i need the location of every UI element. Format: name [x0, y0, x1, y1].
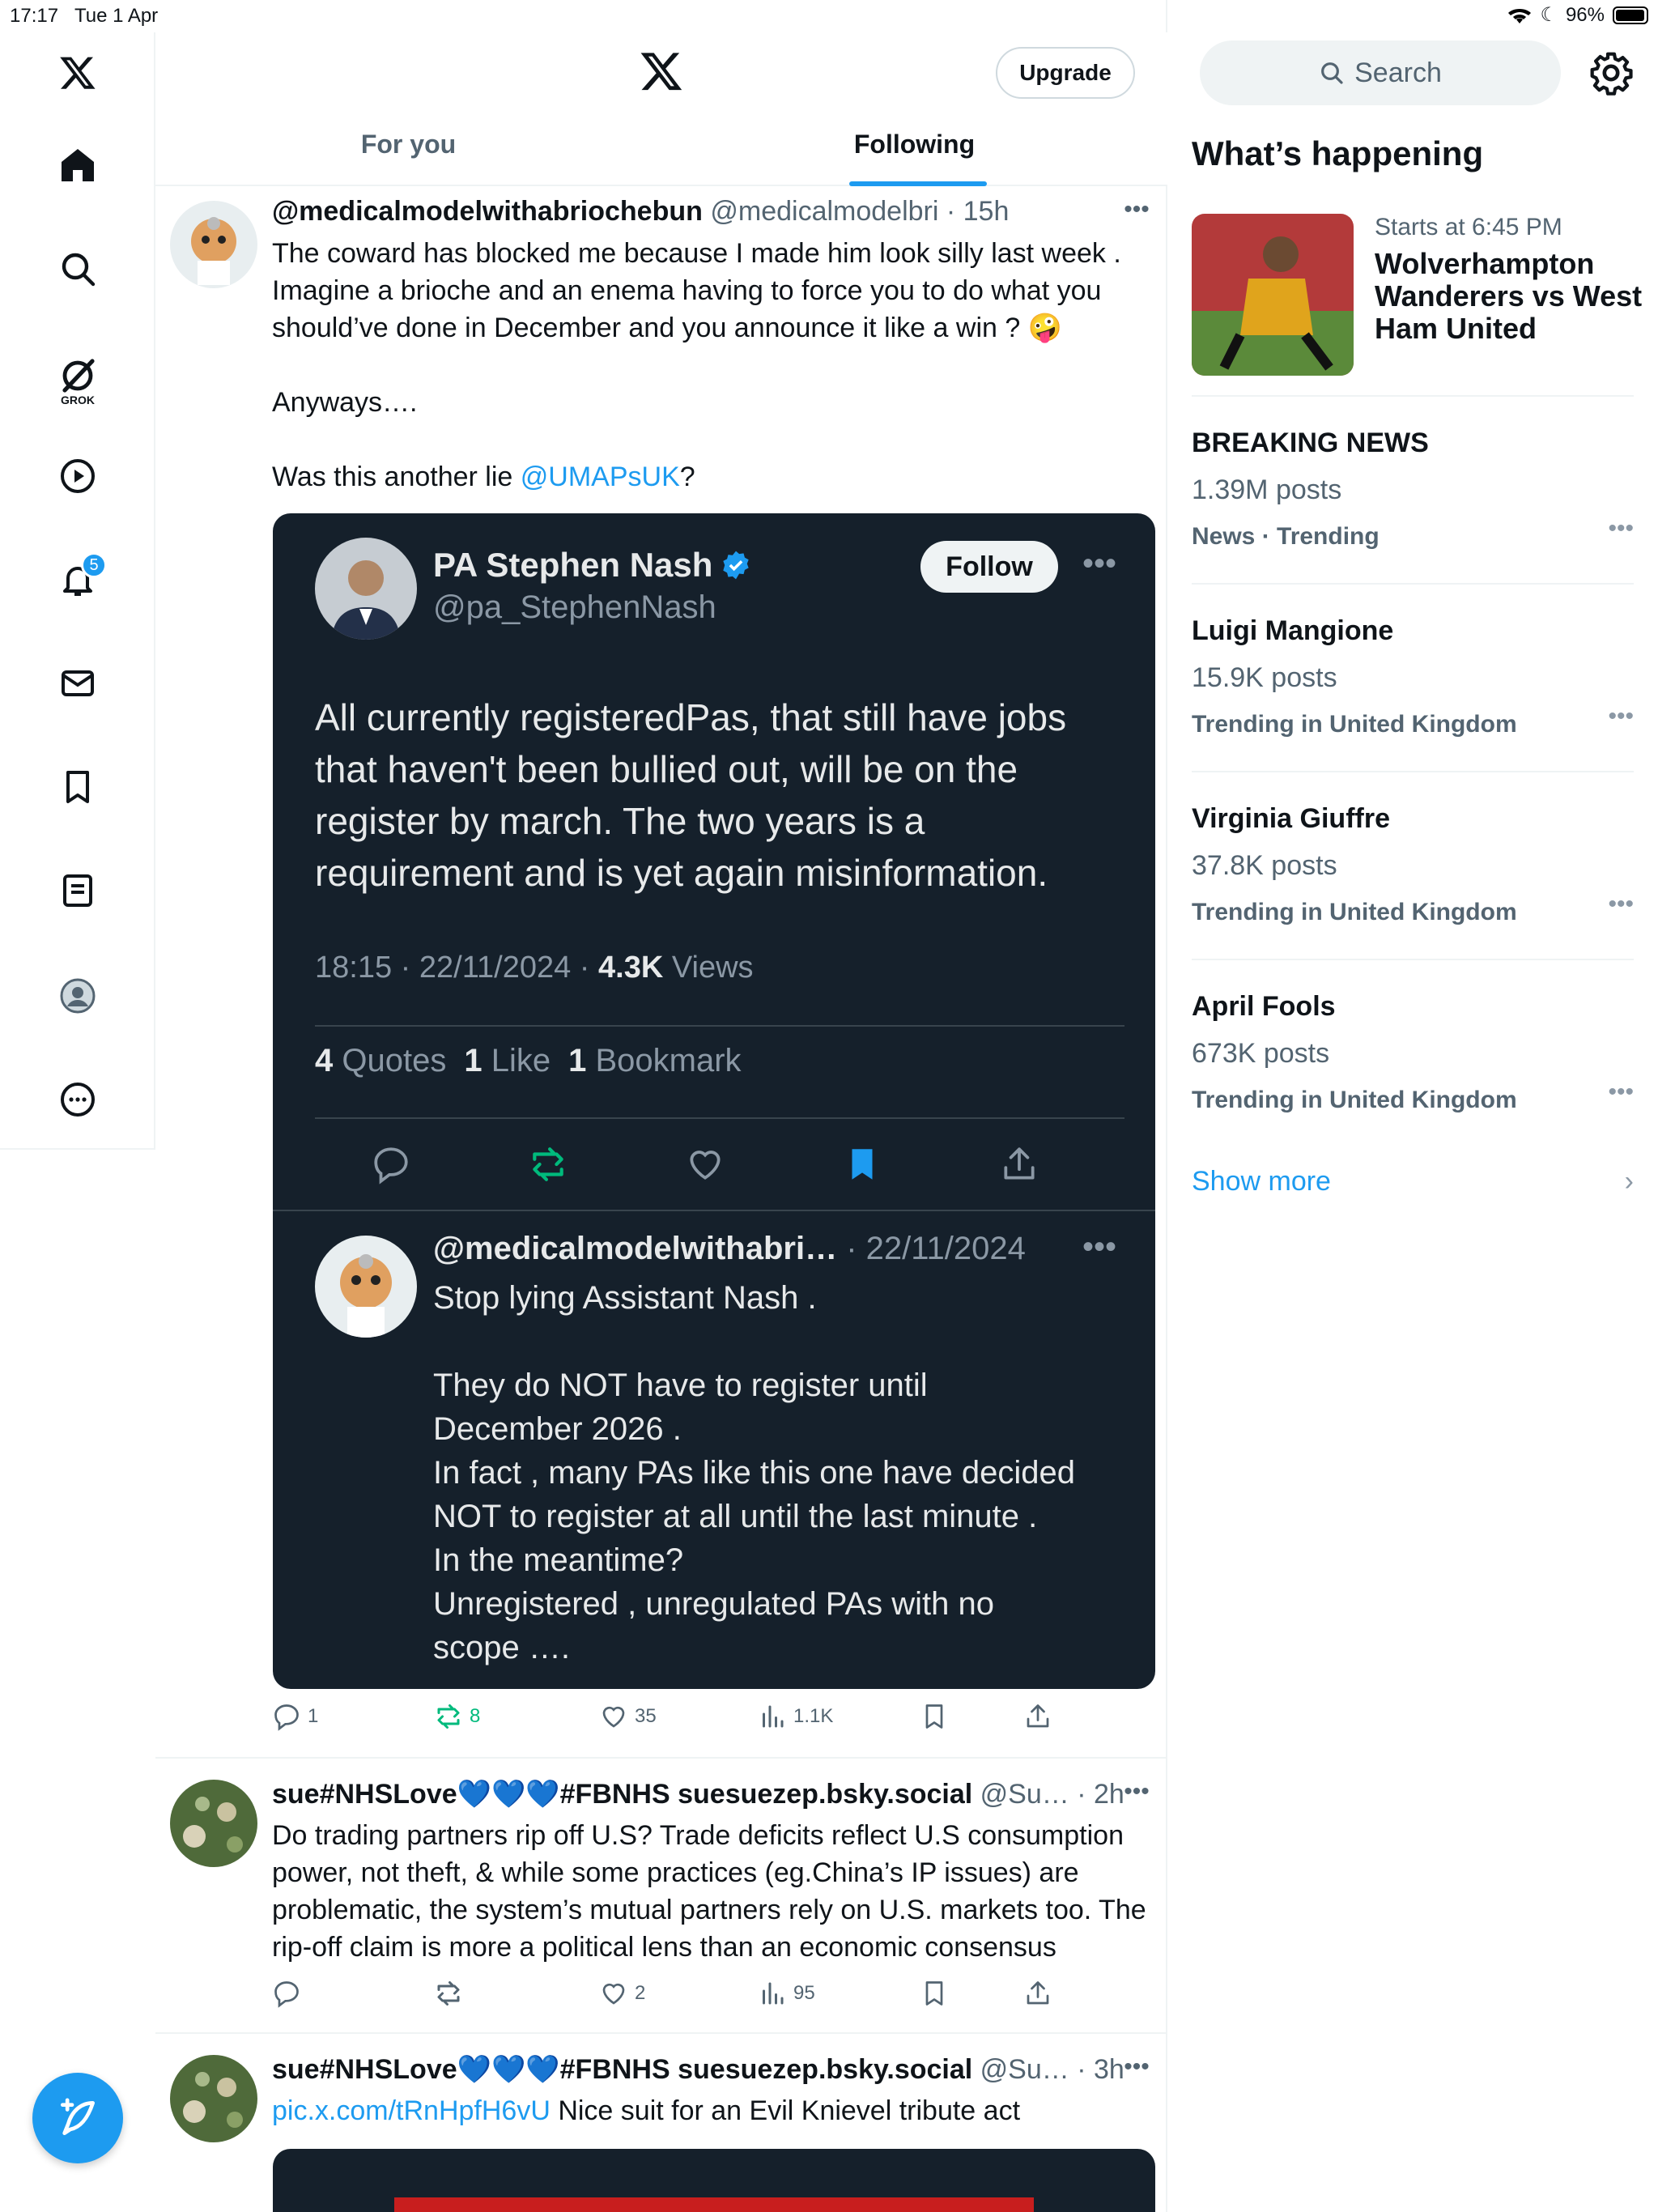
- trend-post-count: 673K posts: [1192, 1038, 1330, 1069]
- lists-icon[interactable]: [45, 858, 110, 923]
- settings-gear-icon[interactable]: [1588, 50, 1634, 96]
- share-icon: [1023, 1702, 1052, 1731]
- avatar[interactable]: [170, 1780, 257, 1867]
- like-count: 35: [635, 1705, 657, 1727]
- share-icon: [995, 1140, 1044, 1189]
- tab-label: Following: [853, 130, 976, 159]
- tab-for-you[interactable]: [155, 130, 661, 186]
- views-button[interactable]: [758, 1979, 815, 2008]
- post-header: [272, 2053, 1124, 2086]
- reply-button[interactable]: [272, 1979, 301, 2008]
- event-image: [1192, 214, 1354, 376]
- trend-name: April Fools: [1192, 991, 1336, 1022]
- reply-icon: [272, 1979, 301, 2008]
- x-logo-icon[interactable]: [45, 40, 110, 105]
- timeline-post[interactable]: [155, 1759, 1167, 2034]
- post-more-icon[interactable]: •••: [1124, 196, 1150, 223]
- embed-follow-button: Follow: [920, 541, 1058, 593]
- trend-category: Trending in United Kingdom: [1192, 899, 1517, 925]
- embed-reply-author: @medicalmodelwithabri…: [433, 1231, 838, 1266]
- trend-more-icon[interactable]: •••: [1608, 515, 1634, 542]
- divider: [315, 1117, 1124, 1119]
- trend-name: BREAKING NEWS: [1192, 428, 1429, 458]
- embed-views-count: 4.3K: [598, 951, 664, 985]
- trend-post-count: 37.8K posts: [1192, 850, 1337, 881]
- bookmark-button[interactable]: [920, 1979, 949, 2008]
- bookmarks-label: Bookmark: [595, 1043, 742, 1078]
- views-button[interactable]: [758, 1702, 833, 1731]
- embed-reply-header: [433, 1231, 1026, 1267]
- post-body-end: ?: [679, 462, 695, 492]
- author-name[interactable]: sue#NHSLove💙💙💙#FBNHS suesuezep.bsky.social: [272, 1779, 973, 1810]
- post-body: Nice suit for an Evil Knievel tribute act: [550, 2095, 1021, 2126]
- author-name[interactable]: @medicalmodelwithabriochebun: [272, 196, 703, 227]
- tab-label: For you: [360, 130, 457, 159]
- trend-item[interactable]: [1192, 395, 1634, 581]
- like-heart-icon: [681, 1140, 729, 1189]
- embed-bookmarks: [568, 1043, 741, 1079]
- post-header: [272, 196, 1009, 228]
- reply-button[interactable]: [272, 1702, 318, 1731]
- post-body: The coward has blocked me because I made him look silly last week . Imagine a brioche and an enema having to force you to do what you should’ve done in December and you announce it like a win ? 🤪 Anyways…. Was this another lie: [272, 238, 1121, 492]
- like-heart-icon: [599, 1979, 628, 2008]
- left-navigation: [0, 32, 155, 1150]
- grok-icon[interactable]: [45, 337, 110, 426]
- likes-count: 1: [464, 1043, 483, 1078]
- views-count: 95: [793, 1982, 815, 2004]
- compose-feather-icon: [55, 2095, 100, 2141]
- author-handle-time: @Su… · 2h: [972, 1779, 1124, 1810]
- reply-count: 1: [308, 1705, 319, 1727]
- repost-button[interactable]: [434, 1979, 463, 2008]
- embed-views-label: Views: [663, 951, 754, 985]
- moon-icon: ☾: [1540, 4, 1558, 26]
- trend-item[interactable]: [1192, 771, 1634, 957]
- grok-label: GROK: [61, 393, 95, 406]
- trend-category: Trending in United Kingdom: [1192, 1087, 1517, 1113]
- embed-author-handle: @pa_StephenNash: [433, 589, 716, 625]
- bookmark-icon: [920, 1702, 949, 1731]
- avatar[interactable]: [170, 2055, 257, 2142]
- post-link[interactable]: pic.x.com/tRnHpfH6vU: [272, 2095, 551, 2126]
- timeline-post[interactable]: [155, 186, 1167, 1759]
- like-button[interactable]: [599, 1702, 657, 1731]
- embed-author-label: PA Stephen Nash: [433, 546, 713, 584]
- post-more-icon[interactable]: •••: [1124, 1778, 1150, 1805]
- embed-likes: [464, 1043, 551, 1079]
- author-handle-time: @Su… · 3h: [972, 2054, 1124, 2085]
- quotes-count: 4: [315, 1043, 334, 1078]
- views-chart-icon: [758, 1979, 787, 2008]
- whats-happening-title: What’s happening: [1192, 134, 1484, 172]
- trend-name: Luigi Mangione: [1192, 615, 1394, 646]
- bookmark-button[interactable]: [920, 1702, 949, 1731]
- embed-author-name: [433, 546, 751, 585]
- post-action-row: [272, 1979, 1163, 2019]
- status-date: Tue 1 Apr: [74, 5, 159, 27]
- post-header: [272, 1778, 1124, 1810]
- battery-percent: 96%: [1565, 3, 1605, 26]
- embed-reply-more-icon: •••: [1082, 1229, 1117, 1265]
- home-icon[interactable]: [45, 133, 110, 198]
- search-placeholder: Search: [1354, 57, 1442, 88]
- avatar[interactable]: [170, 201, 257, 288]
- post-text: [272, 2092, 1154, 2129]
- author-handle-time: @medicalmodelbri · 15h: [710, 196, 1010, 227]
- show-more-label: Show more: [1192, 1166, 1331, 1197]
- trend-post-count: 15.9K posts: [1192, 662, 1337, 693]
- author-name[interactable]: sue#NHSLove💙💙💙#FBNHS suesuezep.bsky.social: [272, 2054, 973, 2085]
- tab-following[interactable]: [661, 130, 1167, 186]
- repost-button[interactable]: [434, 1702, 480, 1731]
- verified-badge-icon: [721, 550, 751, 581]
- embed-reply-avatar: [315, 1236, 417, 1338]
- event-card[interactable]: [1192, 214, 1643, 376]
- trend-post-count: 1.39M posts: [1192, 474, 1342, 505]
- repost-count: 8: [470, 1705, 481, 1727]
- embed-stats: [315, 1043, 742, 1079]
- embed-avatar: [315, 538, 417, 640]
- chevron-right-icon: ›: [1624, 1166, 1634, 1197]
- embedded-image[interactable]: [273, 513, 1155, 1689]
- bookmarks-count: 1: [568, 1043, 587, 1078]
- trend-more-icon[interactable]: •••: [1608, 891, 1634, 917]
- media-red-banner: [394, 2197, 1034, 2212]
- bookmark-filled-icon: [838, 1140, 886, 1189]
- video-play-icon[interactable]: [45, 444, 110, 508]
- trend-name: Virginia Giuffre: [1192, 803, 1390, 834]
- timeline-header: [155, 32, 1167, 186]
- like-button[interactable]: [599, 1979, 645, 2008]
- trend-item[interactable]: [1192, 959, 1634, 1145]
- messages-envelope-icon[interactable]: [45, 651, 110, 716]
- embed-text: All currently registeredPas, that still have jobs that haven't been bullied out, will be on the register by march. The two years is a requirement and is yet again misinformation.: [315, 696, 1067, 894]
- trend-more-icon[interactable]: •••: [1608, 1078, 1634, 1105]
- right-sidebar: [1167, 0, 1658, 2212]
- views-chart-icon: [758, 1702, 787, 1731]
- post-media-image[interactable]: [273, 2149, 1155, 2212]
- embed-time: 18:15 · 22/11/2024 ·: [315, 951, 598, 985]
- like-heart-icon: [599, 1702, 628, 1731]
- search-icon: [1319, 60, 1345, 86]
- show-more-link[interactable]: [1192, 1166, 1634, 1197]
- divider: [273, 1210, 1155, 1211]
- share-button[interactable]: [1023, 1702, 1052, 1731]
- status-time: 17:17: [10, 5, 59, 27]
- upgrade-button[interactable]: Upgrade: [996, 47, 1135, 99]
- notification-count-badge: 5: [81, 552, 107, 578]
- post-action-row: [272, 1702, 1163, 1742]
- timeline-post[interactable]: [155, 2034, 1167, 2212]
- timeline-column: [155, 0, 1167, 2212]
- share-icon: [1023, 1979, 1052, 2008]
- post-text: [272, 235, 1154, 496]
- embed-quotes: [315, 1043, 446, 1079]
- event-start-time: Starts at 6:45 PM: [1375, 214, 1562, 240]
- post-more-icon[interactable]: •••: [1124, 2053, 1150, 2080]
- profile-avatar-icon[interactable]: [45, 963, 110, 1028]
- search-icon[interactable]: [45, 236, 110, 301]
- divider: [315, 1025, 1124, 1027]
- x-logo-icon[interactable]: [639, 49, 684, 94]
- bookmark-icon: [920, 1979, 949, 2008]
- repost-icon: [434, 1979, 463, 2008]
- bookmarks-icon[interactable]: [45, 755, 110, 819]
- embed-reply-text: Stop lying Assistant Nash . They do NOT have to register until December 2026 . In fact , many PAs like this one have decided NOT to register at all until the last minute . In the meantime? Unregistered , unregulated PAs with no scope ….: [433, 1280, 1076, 1665]
- views-count: 1.1K: [793, 1705, 834, 1727]
- post-text: Do trading partners rip off U.S? Trade deficits reflect U.S consumption power, not theft, & while some practices (eg.China’s IP issues) are problematic, the system’s mutual partners rely on U.S. markets too. The rip-off claim is more a political lens than an economic consensus: [272, 1820, 1154, 1963]
- embed-timestamp: [315, 951, 754, 985]
- notifications-bell-icon[interactable]: [45, 547, 110, 612]
- more-options-icon[interactable]: [45, 1067, 110, 1132]
- embed-more-icon: •••: [1082, 546, 1117, 581]
- mention-link[interactable]: @UMAPsUK: [520, 462, 680, 492]
- trend-category: Trending in United Kingdom: [1192, 711, 1517, 738]
- embed-reply-meta: · 22/11/2024: [837, 1231, 1026, 1266]
- trend-category: News · Trending: [1192, 523, 1380, 550]
- compose-post-button[interactable]: [32, 2073, 123, 2163]
- share-button[interactable]: [1023, 1979, 1052, 2008]
- search-input[interactable]: [1200, 40, 1561, 105]
- event-title: Wolverhampton Wanderers vs West Ham United: [1375, 247, 1643, 345]
- quotes-label: Quotes: [342, 1043, 447, 1078]
- like-count: 2: [635, 1982, 646, 2004]
- reply-icon: [272, 1702, 301, 1731]
- reply-icon: [367, 1140, 415, 1189]
- repost-icon: [434, 1702, 463, 1731]
- trend-item[interactable]: [1192, 583, 1634, 769]
- trend-more-icon[interactable]: •••: [1608, 703, 1634, 730]
- repost-icon: [524, 1140, 572, 1189]
- embed-action-row: [315, 1140, 1124, 1189]
- likes-label: Like: [491, 1043, 551, 1078]
